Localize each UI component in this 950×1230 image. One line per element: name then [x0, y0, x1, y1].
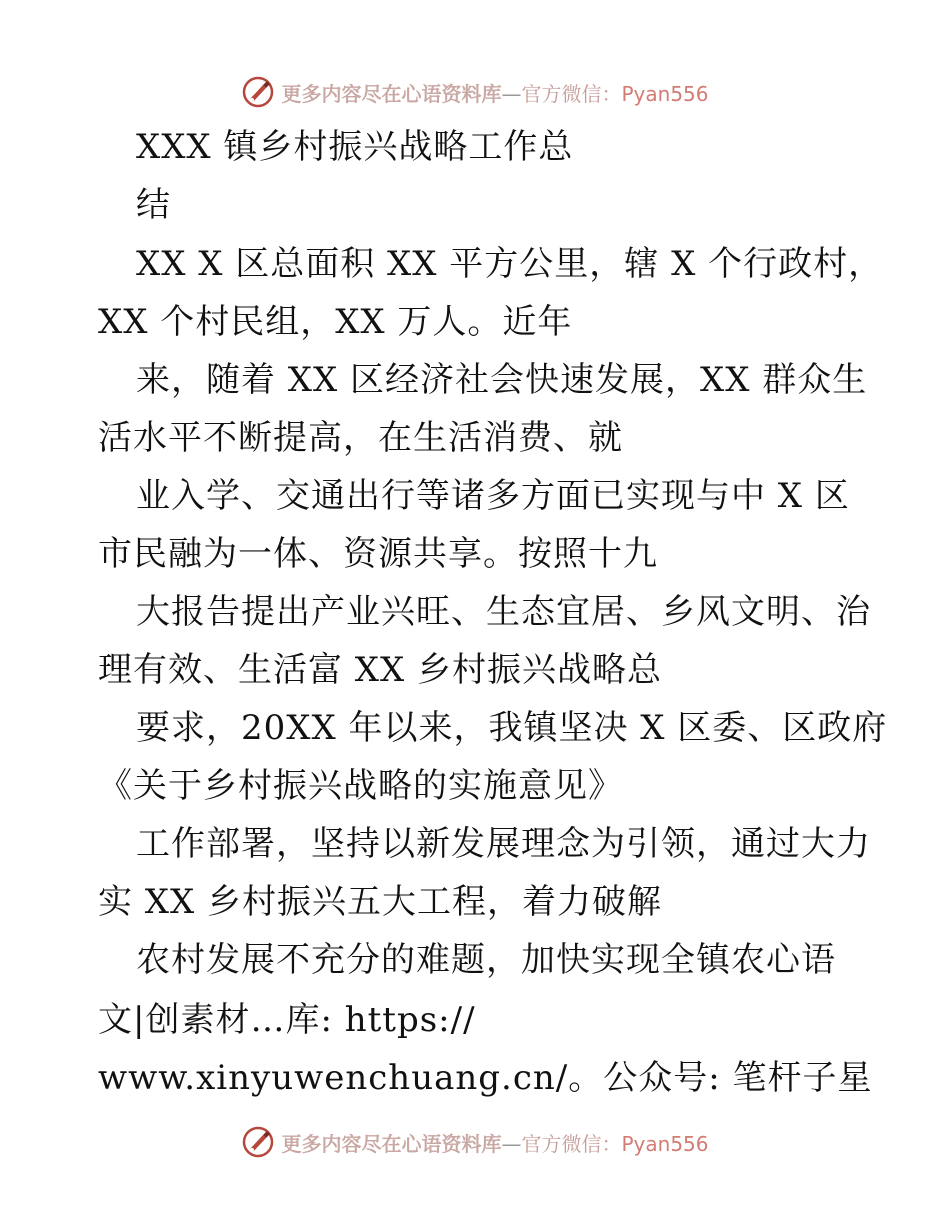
doc-line: 理有效、生活富 XX 乡村振兴战略总: [98, 650, 663, 690]
doc-line: 农村发展不充分的难题，加快实现全镇农心语: [136, 940, 836, 980]
header-watermark-main: 更多内容尽在心语资料库: [281, 81, 502, 106]
doc-line: XX 个村民组，XX 万人。近年: [98, 302, 573, 342]
doc-line: 市民融为一体、资源共享。按照十九: [98, 534, 658, 574]
footer-watermark-separator: —: [501, 1131, 522, 1156]
doc-line: XX X 区总面积 XX 平方公里，辖 X 个行政村，: [136, 244, 884, 284]
footer-watermark-main: 更多内容尽在心语资料库: [281, 1131, 502, 1156]
doc-line: www.xinyuwenchuang.cn/。公众号: 笔杆子星: [98, 1058, 873, 1098]
pen-logo-icon: [241, 75, 275, 109]
doc-line: 活水平不断提高，在生活消费、就: [98, 418, 623, 458]
footer-watermark-contact: 官方微信：: [521, 1131, 622, 1156]
doc-line: 实 XX 乡村振兴五大工程，着力破解: [98, 882, 663, 922]
pen-logo-icon: [241, 1125, 275, 1159]
doc-title-line-2: 结: [136, 185, 171, 225]
footer-watermark: [241, 1125, 708, 1159]
footer-watermark-text: [281, 1128, 708, 1157]
header-watermark-id: Pyan556: [621, 81, 709, 106]
doc-title-line-1: XXX 镇乡村振兴战略工作总: [136, 127, 574, 167]
doc-line: 来，随着 XX 区经济社会快速发展，XX 群众生: [136, 360, 868, 400]
header-watermark-separator: —: [501, 81, 522, 106]
footer-watermark-banner: [0, 1120, 950, 1164]
header-watermark-banner: [0, 70, 950, 114]
doc-line: 工作部署，坚持以新发展理念为引领，通过大力: [136, 824, 871, 864]
doc-line: 文|创素材…库: https://: [98, 1000, 476, 1040]
doc-line: 要求，20XX 年以来，我镇坚决 X 区委、区政府: [136, 708, 888, 748]
doc-line: 业入学、交通出行等诸多方面已实现与中 X 区: [136, 476, 850, 516]
doc-line: 大报告提出产业兴旺、生态宜居、乡风文明、治: [136, 592, 871, 632]
header-watermark: [241, 75, 708, 109]
doc-line: 《关于乡村振兴战略的实施意见》: [98, 766, 623, 806]
header-watermark-contact: 官方微信：: [521, 81, 622, 106]
footer-watermark-id: Pyan556: [621, 1131, 709, 1156]
header-watermark-text: [281, 78, 708, 107]
